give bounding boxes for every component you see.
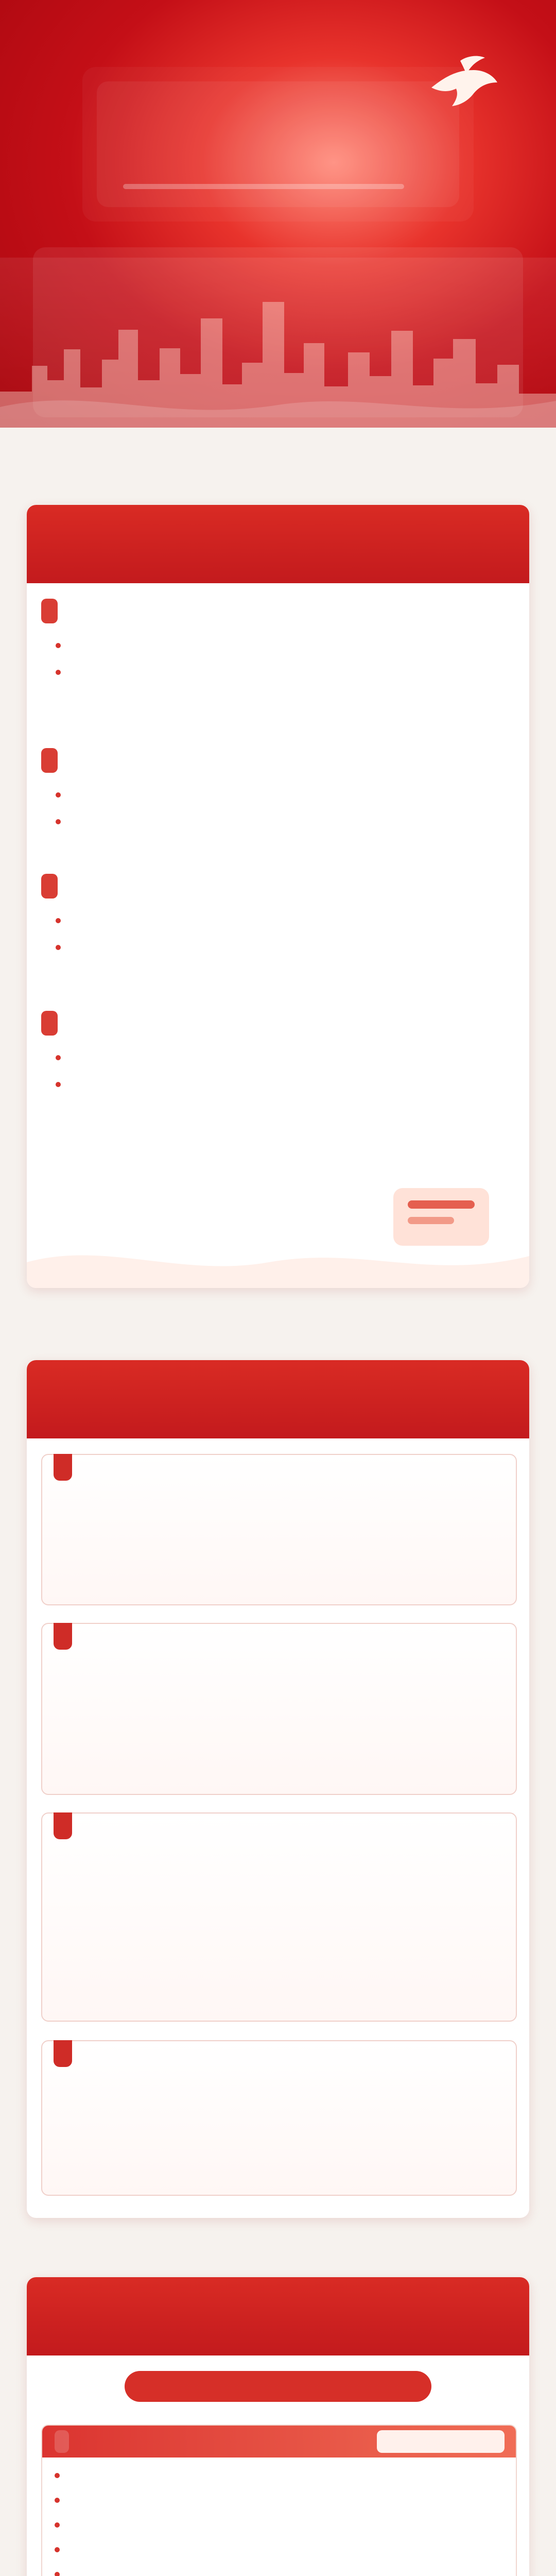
section-two-card bbox=[27, 1360, 529, 2218]
section-one-list-4 bbox=[56, 1048, 529, 1101]
section-one-card bbox=[27, 505, 529, 1288]
section-one-decoration-graphic bbox=[27, 1170, 529, 1288]
metric-box-health bbox=[41, 2425, 517, 2576]
section-one-chip-2 bbox=[41, 748, 58, 773]
section-one-row-3 bbox=[41, 874, 515, 987]
section-three-banner bbox=[125, 2371, 431, 2402]
city-skyline-graphic bbox=[0, 258, 556, 428]
section-two-box-3 bbox=[41, 1812, 517, 2022]
section-two-box-4 bbox=[41, 2040, 517, 2196]
section-two-box-4-title bbox=[54, 2040, 72, 2067]
metric-box-health-list bbox=[55, 2466, 446, 2576]
section-three-title bbox=[40, 2287, 516, 2344]
section-one-item bbox=[56, 1075, 529, 1101]
section-one-row-1 bbox=[41, 599, 515, 722]
dove-icon bbox=[423, 45, 500, 112]
section-three-card bbox=[27, 2277, 529, 2576]
section-one-item bbox=[56, 785, 529, 812]
section-one-row-4 bbox=[41, 1011, 515, 1134]
section-two-box-1 bbox=[41, 1454, 517, 1605]
section-two-title bbox=[40, 1370, 516, 1427]
hero-title-graphic bbox=[82, 67, 474, 222]
section-one-item bbox=[56, 938, 529, 964]
metric-item bbox=[55, 2515, 446, 2540]
metric-item bbox=[55, 2490, 446, 2515]
section-one-chip-4 bbox=[41, 1011, 58, 1036]
metric-item bbox=[55, 2466, 446, 2490]
section-one-item bbox=[56, 911, 529, 938]
metric-box-health-value bbox=[377, 2430, 505, 2453]
section-one-chip-3 bbox=[41, 874, 58, 899]
section-one-list-1 bbox=[56, 636, 529, 689]
hero-banner bbox=[0, 0, 556, 428]
section-two-box-3-title bbox=[54, 1812, 72, 1839]
section-one-list-2 bbox=[56, 785, 529, 839]
metric-item bbox=[55, 2565, 446, 2576]
section-two-box-2-title bbox=[54, 1623, 72, 1650]
metric-item bbox=[55, 2540, 446, 2565]
section-two-box-1-title bbox=[54, 1454, 72, 1481]
section-two-box-2 bbox=[41, 1623, 517, 1795]
section-one-item bbox=[56, 1048, 529, 1075]
section-one-item bbox=[56, 812, 529, 839]
section-one-chip-1 bbox=[41, 599, 58, 623]
section-one-item bbox=[56, 663, 529, 689]
section-one-item bbox=[56, 636, 529, 663]
section-one-list-3 bbox=[56, 911, 529, 964]
section-one-title bbox=[40, 515, 516, 572]
section-one-row-2 bbox=[41, 748, 515, 851]
metric-box-health-label bbox=[55, 2430, 69, 2453]
